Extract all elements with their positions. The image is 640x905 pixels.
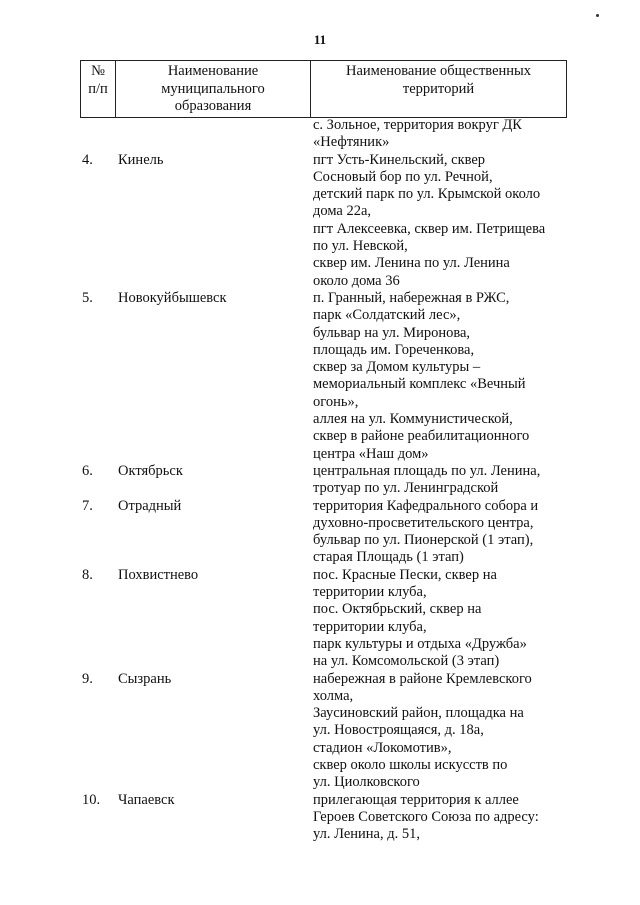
- territory-line: пгт Усть-Кинельский, сквер: [313, 151, 486, 168]
- municipality-name: Чапаевск: [118, 791, 175, 808]
- territory-line: прилегающая территория к аллее: [313, 791, 519, 808]
- territory-line: п. Гранный, набережная в РЖС,: [313, 289, 510, 306]
- territory-line: территория Кафедрального собора и: [313, 497, 539, 514]
- territory-line: территории клуба,: [313, 618, 427, 635]
- header-municipality-line: Наименование: [167, 63, 259, 79]
- territory-line: бульвар на ул. Миронова,: [313, 324, 471, 341]
- territory-line: парк «Солдатский лес»,: [313, 307, 461, 324]
- header-number-line: №: [91, 63, 105, 79]
- table-row: [0, 567, 640, 671]
- territory-line: парк культуры и отдыха «Дружба»: [313, 635, 527, 652]
- row-number: 6.: [82, 462, 93, 479]
- header-number-column: [81, 61, 116, 117]
- territories-cell: [313, 117, 573, 152]
- header-territories-column: [311, 61, 566, 117]
- territory-line: стадион «Локомотив»,: [313, 739, 452, 756]
- territory-line: «Нефтяник»: [313, 134, 390, 151]
- territory-line: пос. Красные Пески, сквер на: [313, 566, 497, 583]
- header-territories-line: Наименование общественных: [345, 63, 532, 79]
- header-municipality-line: образования: [174, 98, 252, 114]
- territory-line: на ул. Комсомольской (3 этап): [313, 653, 500, 670]
- territory-line: бульвар по ул. Пионерской (1 этап),: [313, 532, 534, 549]
- municipality-name: Похвистнево: [118, 566, 199, 583]
- row-number: 4.: [82, 151, 93, 168]
- table-row: [0, 463, 640, 498]
- territory-line: центральная площадь по ул. Ленина,: [313, 462, 541, 479]
- row-number: 9.: [82, 670, 93, 687]
- territories-cell: [313, 671, 573, 792]
- territory-line: огонь»,: [313, 393, 359, 410]
- header-number-line: п/п: [88, 80, 108, 97]
- territory-line: сквер в районе реабилитационного: [313, 428, 530, 445]
- municipality-name: Отрадный: [118, 497, 182, 514]
- territory-line: тротуар по ул. Ленинградской: [313, 480, 499, 497]
- territory-line: по ул. Невской,: [313, 238, 408, 255]
- territory-line: холма,: [313, 687, 354, 704]
- territory-line: ул. Ленина, д. 51,: [313, 826, 420, 843]
- page-number: 11: [313, 32, 327, 47]
- territories-cell: [313, 290, 573, 463]
- table-header: [80, 60, 567, 118]
- header-municipality-line: муниципального: [161, 80, 265, 97]
- header-territories-line: территорий: [402, 80, 475, 97]
- territory-line: мемориальный комплекс «Вечный: [313, 376, 526, 393]
- header-municipality-column: [116, 61, 311, 117]
- table-row: [0, 290, 640, 463]
- table-row: [0, 792, 640, 844]
- territory-line: сквер около школы искусств по: [313, 756, 508, 773]
- territory-line: сквер за Домом культуры –: [313, 359, 481, 376]
- territory-line: ул. Циолковского: [313, 774, 420, 791]
- territories-cell: [313, 152, 573, 290]
- territory-line: духовно-просветительского центра,: [313, 514, 534, 531]
- territory-line: дома 22а,: [313, 203, 372, 220]
- table-row: [0, 117, 640, 152]
- row-number: 5.: [82, 289, 93, 306]
- territory-line: Героев Советского Союза по адресу:: [313, 808, 539, 825]
- territory-line: пос. Октябрьский, сквер на: [313, 601, 482, 618]
- territories-cell: [313, 792, 573, 844]
- territory-line: около дома 36: [313, 272, 400, 289]
- territories-cell: [313, 498, 573, 567]
- territories-cell: [313, 567, 573, 671]
- territory-line: территории клуба,: [313, 584, 427, 601]
- territory-line: центра «Наш дом»: [313, 445, 429, 462]
- municipality-name: Октябрьск: [118, 462, 183, 479]
- territory-line: Заусиновский район, площадка на: [313, 705, 524, 722]
- territory-line: аллея на ул. Коммунистической,: [313, 411, 513, 428]
- territory-line: с. Зольное, территория вокруг ДК: [313, 117, 522, 133]
- row-number: 7.: [82, 497, 93, 514]
- row-number: 10.: [82, 791, 101, 808]
- scan-speck: [596, 14, 599, 17]
- territory-line: набережная в районе Кремлевского: [313, 670, 532, 687]
- territories-cell: [313, 463, 573, 498]
- territory-line: пгт Алексеевка, сквер им. Петрищева: [313, 220, 546, 237]
- municipality-name: Новокуйбышевск: [118, 289, 227, 306]
- table-body: [0, 117, 640, 843]
- territory-line: старая Площадь (1 этап): [313, 549, 464, 566]
- table-row: [0, 152, 640, 290]
- table-row: [0, 671, 640, 792]
- territory-line: сквер им. Ленина по ул. Ленина: [313, 255, 510, 272]
- municipality-name: Сызрань: [118, 670, 172, 687]
- territory-line: детский парк по ул. Крымской около: [313, 186, 541, 203]
- territory-line: Сосновый бор по ул. Речной,: [313, 168, 493, 185]
- row-number: 8.: [82, 566, 93, 583]
- table-row: [0, 498, 640, 567]
- municipality-name: Кинель: [118, 151, 164, 168]
- territory-line: ул. Новостроящаяся, д. 18а,: [313, 722, 484, 739]
- territory-line: площадь им. Гореченкова,: [313, 341, 475, 358]
